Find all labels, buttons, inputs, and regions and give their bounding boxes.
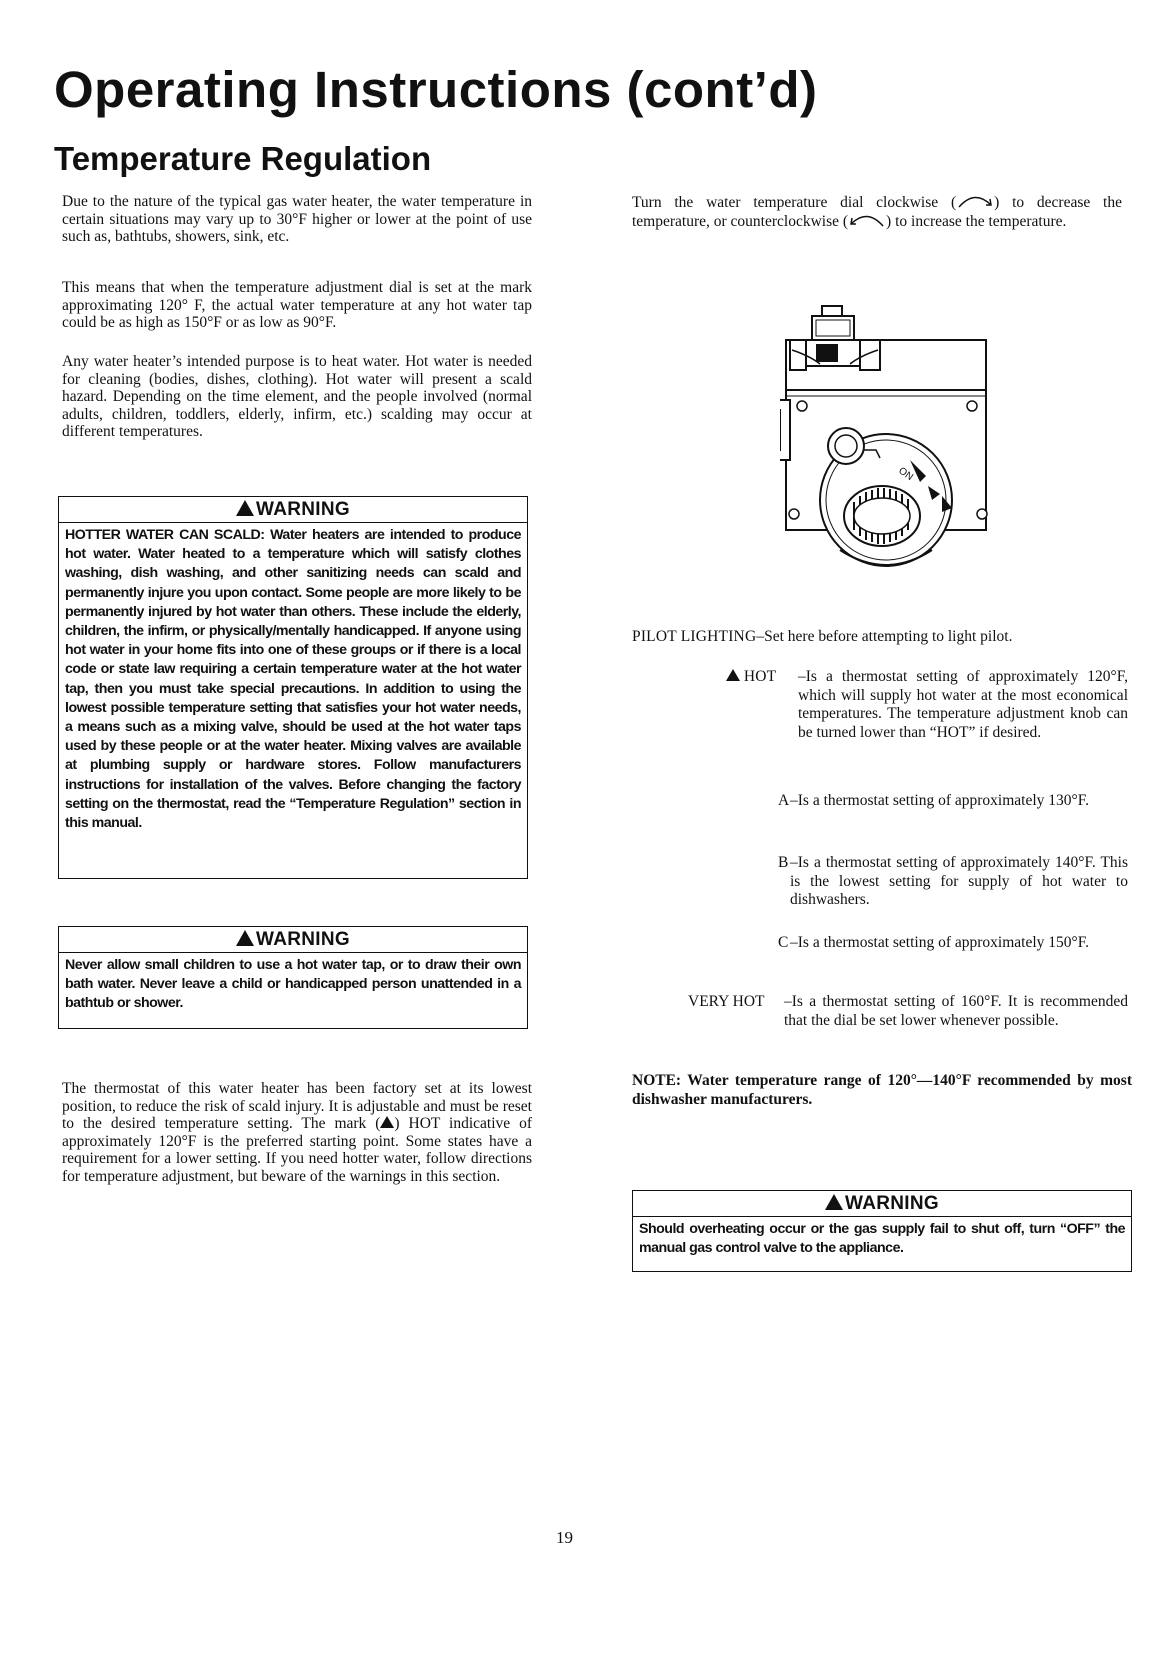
setting-b-label: B [778, 854, 789, 871]
hot-setting-text: –Is a thermostat setting of approximately 120°F, which will supply hot water at the most economical temperatures. The temperature adjustment knob can be turned lower than “HOT” if desired. [798, 668, 1128, 741]
warning-body: Should overheating occur or the gas supply fail to shut off, turn “OFF” the manual gas control valve to the appliance. [639, 1221, 1125, 1257]
warning-heading: WARNING [633, 1191, 1131, 1217]
very-hot-label: VERY HOT [688, 993, 765, 1010]
overheating-warning-box [632, 1190, 1132, 1272]
warning-triangle-icon [825, 1194, 843, 1210]
hot-setting-entry: HOT [726, 668, 1126, 687]
hot-mark-icon [380, 1116, 394, 1128]
scald-hazard-paragraph: Any water heater’s intended purpose is to heat water. Hot water is needed for cleaning (bodies, dishes, clothing). Hot water will present a scald hazard. Depending on the time element, and the people involved (normal adults, children, toddlers, elderly, infirm, etc.) scalding may occur at different temperatures. [62, 353, 532, 440]
setting-a-text: –Is a thermostat setting of approximately 130°F. [790, 792, 1089, 809]
setting-c-label: C [778, 934, 789, 951]
dishwasher-note: NOTE: Water temperature range of 120°—140°F recommended by most dishwasher manufacturers. [632, 1072, 1132, 1108]
setting-b-text: –Is a thermostat setting of approximately 140°F. This is the lowest setting for supply of hot water to dishwashers. [790, 854, 1128, 908]
factory-setting-paragraph: The thermostat of this water heater has been factory set at its lowest position, to reduce the risk of scald injury. It is adjustable and must be reset to the desired temperature setting. The mark ( ) HOT indicative of approximately 120°F is the preferred starting point. Some states have a requirement for a lower setting. If you need hotter water, follow directions for temperature adjustment, but beware of the warnings in this section. [62, 1080, 533, 1185]
pilot-lighting-entry: PILOT LIGHTING–Set here before attempting to light pilot. [632, 628, 1013, 645]
warning-heading: WARNING [59, 497, 527, 523]
dial-setting-paragraph: This means that when the temperature adjustment dial is set at the mark approximating 120° F, the actual water temperature at any hot water tap could be as high as 150°F or as low as 90°F. [62, 279, 532, 331]
warning-text: Water heaters are intended to produce hot water. Water heated to a temperature which will satisfy clothes washing, dish washing, and other sanitizing needs can scald and permanently injure you upon contact. Some people are more likely to be permanently injured by hot water than others. These include the elderly, children, the infirm, or physically/mentally handicapped. If anyone using hot water in your home fits into one of these groups or if there is a local code or state law requiring a certain temperature water at the hot water tap, then you must take special precautions. In addition to using the lowest possible temperature setting that satisfies your hot water needs, a means such as a mixing valve, should be used at the hot water taps used by these people or at the water heater. Mixing valves are available at plumbing supply or hardware stores. Follow manufacturers instructions for installation of the valves. Before changing the factory setting on the thermostat, read the “Temperature Regulation” section in this manual. [65, 527, 521, 832]
scald-warning-box [58, 496, 528, 879]
clockwise-arrow-icon [956, 193, 994, 209]
children-warning-box [58, 926, 528, 1029]
page-number: 19 [556, 1528, 573, 1547]
thermostat-dial-illustration [780, 300, 996, 590]
hot-mark-icon [726, 669, 740, 681]
page-title: Operating Instructions (cont’d) [54, 61, 818, 118]
warning-body [59, 523, 527, 835]
setting-c-text: –Is a thermostat setting of approximately 150°F. [790, 934, 1089, 951]
warning-body: Never allow small children to use a hot water tap, or to draw their own bath water. Never leave a child or handicapped person unattended in a bathtub or shower. [65, 957, 521, 1012]
intro-paragraph: Due to the nature of the typical gas water heater, the water temperature in certain situations may vary up to 30°F higher or lower at the point of use such as, bathtubs, showers, sink, etc. [62, 193, 532, 245]
very-hot-text: –Is a thermostat setting of 160°F. It is recommended that the dial be set lower whenever possible. [784, 993, 1128, 1029]
counterclockwise-arrow-icon [848, 212, 886, 228]
dial-direction-paragraph: Turn the water temperature dial clockwise ( ) to decrease the temperature, or counterclockwise ( ) to increase the temperature. [632, 194, 1122, 230]
section-heading: Temperature Regulation [54, 140, 432, 177]
setting-a-label: A [778, 792, 790, 809]
svg-text:ON: ON [896, 465, 915, 484]
warning-lead: HOTTER WATER CAN SCALD: [65, 527, 265, 543]
warning-heading: WARNING [59, 927, 527, 953]
warning-triangle-icon [236, 500, 254, 516]
warning-triangle-icon [236, 930, 254, 946]
